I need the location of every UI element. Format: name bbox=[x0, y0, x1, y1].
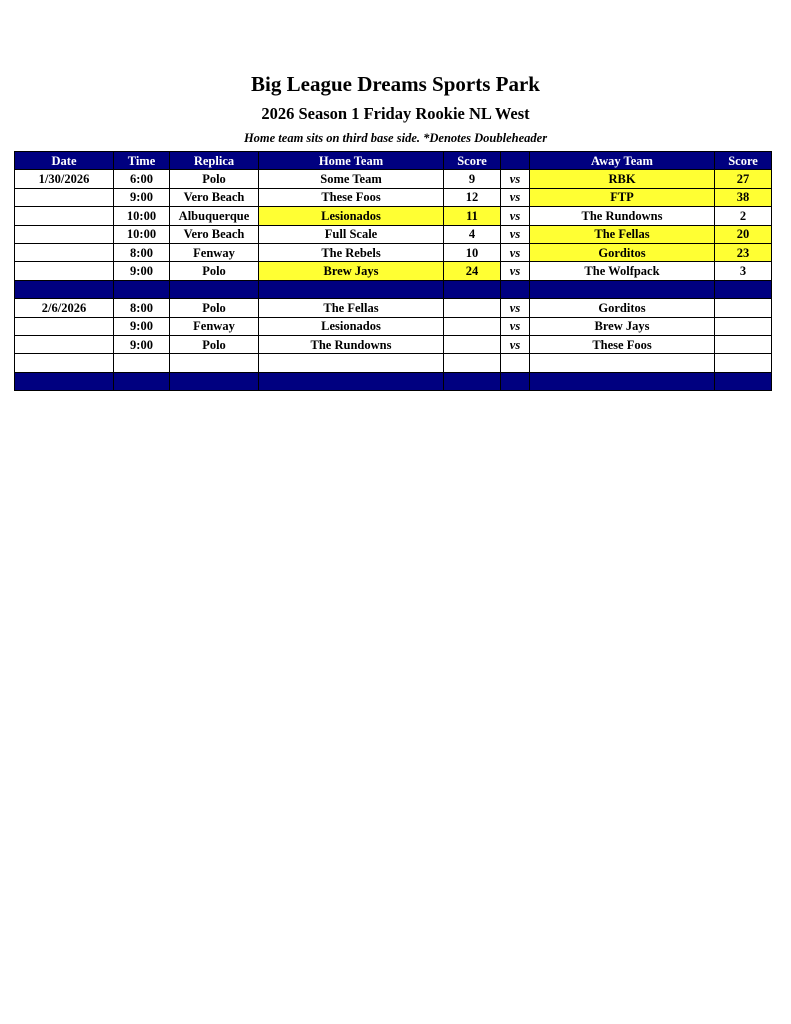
separator-cell bbox=[170, 280, 259, 298]
col-header-away-score: Score bbox=[715, 152, 772, 170]
cell-away-team: Brew Jays bbox=[530, 317, 715, 335]
col-header-home-team: Home Team bbox=[259, 152, 444, 170]
cell-time: 9:00 bbox=[114, 188, 170, 206]
cell-away-score: 2 bbox=[715, 207, 772, 225]
separator-cell bbox=[114, 372, 170, 390]
cell-away-team: The Rundowns bbox=[530, 207, 715, 225]
cell-away-score: 3 bbox=[715, 262, 772, 280]
cell-home-team: The Rebels bbox=[259, 243, 444, 261]
cell-home-score: 4 bbox=[444, 225, 501, 243]
col-header-away-team: Away Team bbox=[530, 152, 715, 170]
col-header-time: Time bbox=[114, 152, 170, 170]
cell-home-score bbox=[444, 299, 501, 317]
cell-date bbox=[15, 243, 114, 261]
cell-home-team: The Rundowns bbox=[259, 335, 444, 353]
header-row bbox=[15, 152, 772, 170]
cell-date: 2/6/2026 bbox=[15, 299, 114, 317]
empty-cell bbox=[530, 354, 715, 372]
empty-cell bbox=[170, 354, 259, 372]
cell-away-team: The Fellas bbox=[530, 225, 715, 243]
separator-cell bbox=[530, 280, 715, 298]
cell-home-score: 10 bbox=[444, 243, 501, 261]
cell-home-score: 24 bbox=[444, 262, 501, 280]
cell-time: 9:00 bbox=[114, 335, 170, 353]
cell-home-team: Lesionados bbox=[259, 317, 444, 335]
cell-date bbox=[15, 317, 114, 335]
empty-cell bbox=[715, 354, 772, 372]
week-separator-row bbox=[15, 372, 772, 390]
cell-vs: vs bbox=[501, 317, 530, 335]
cell-replica: Albuquerque bbox=[170, 207, 259, 225]
cell-date bbox=[15, 225, 114, 243]
cell-home-team: Brew Jays bbox=[259, 262, 444, 280]
cell-replica: Polo bbox=[170, 262, 259, 280]
schedule-note: Home team sits on third base side. *Denotes Doubleheader bbox=[243, 131, 548, 145]
cell-away-team: The Wolfpack bbox=[530, 262, 715, 280]
cell-away-team: Gorditos bbox=[530, 243, 715, 261]
separator-cell bbox=[170, 372, 259, 390]
cell-vs: vs bbox=[501, 262, 530, 280]
cell-home-score bbox=[444, 335, 501, 353]
cell-home-score: 9 bbox=[444, 170, 501, 188]
empty-cell bbox=[114, 354, 170, 372]
cell-time: 8:00 bbox=[114, 243, 170, 261]
cell-away-score: 20 bbox=[715, 225, 772, 243]
separator-cell bbox=[15, 372, 114, 390]
cell-date bbox=[15, 335, 114, 353]
cell-time: 10:00 bbox=[114, 225, 170, 243]
game-row bbox=[15, 170, 772, 188]
cell-time: 10:00 bbox=[114, 207, 170, 225]
game-row bbox=[15, 262, 772, 280]
cell-away-team: RBK bbox=[530, 170, 715, 188]
cell-away-score: 27 bbox=[715, 170, 772, 188]
week-separator-row bbox=[15, 280, 772, 298]
cell-vs: vs bbox=[501, 299, 530, 317]
cell-away-score bbox=[715, 317, 772, 335]
separator-cell bbox=[259, 280, 444, 298]
cell-home-team: These Foos bbox=[259, 188, 444, 206]
cell-replica: Polo bbox=[170, 170, 259, 188]
cell-home-score bbox=[444, 317, 501, 335]
cell-away-team: FTP bbox=[530, 188, 715, 206]
cell-date: 1/30/2026 bbox=[15, 170, 114, 188]
cell-replica: Polo bbox=[170, 335, 259, 353]
separator-cell bbox=[15, 280, 114, 298]
cell-home-score: 11 bbox=[444, 207, 501, 225]
schedule-table bbox=[14, 151, 772, 391]
cell-home-team: Full Scale bbox=[259, 225, 444, 243]
cell-time: 6:00 bbox=[114, 170, 170, 188]
col-header-date: Date bbox=[15, 152, 114, 170]
cell-replica: Polo bbox=[170, 299, 259, 317]
cell-time: 9:00 bbox=[114, 262, 170, 280]
cell-time: 9:00 bbox=[114, 317, 170, 335]
cell-home-team: Some Team bbox=[259, 170, 444, 188]
empty-cell bbox=[15, 354, 114, 372]
cell-vs: vs bbox=[501, 243, 530, 261]
separator-cell bbox=[715, 372, 772, 390]
empty-cell bbox=[259, 354, 444, 372]
cell-date bbox=[15, 207, 114, 225]
cell-time: 8:00 bbox=[114, 299, 170, 317]
page-title: Big League Dreams Sports Park bbox=[251, 72, 540, 96]
cell-home-score: 12 bbox=[444, 188, 501, 206]
cell-vs: vs bbox=[501, 188, 530, 206]
cell-vs: vs bbox=[501, 335, 530, 353]
cell-away-score bbox=[715, 335, 772, 353]
cell-replica: Vero Beach bbox=[170, 188, 259, 206]
game-row bbox=[15, 207, 772, 225]
game-row bbox=[15, 225, 772, 243]
cell-away-score: 38 bbox=[715, 188, 772, 206]
col-header-vs bbox=[501, 152, 530, 170]
game-row bbox=[15, 188, 772, 206]
cell-home-team: The Fellas bbox=[259, 299, 444, 317]
empty-row bbox=[15, 354, 772, 372]
cell-away-score bbox=[715, 299, 772, 317]
cell-vs: vs bbox=[501, 207, 530, 225]
col-header-home-score: Score bbox=[444, 152, 501, 170]
separator-cell bbox=[501, 280, 530, 298]
separator-cell bbox=[444, 280, 501, 298]
separator-cell bbox=[501, 372, 530, 390]
empty-cell bbox=[444, 354, 501, 372]
game-row bbox=[15, 243, 772, 261]
cell-home-team: Lesionados bbox=[259, 207, 444, 225]
game-row bbox=[15, 299, 772, 317]
cell-vs: vs bbox=[501, 170, 530, 188]
cell-away-team: These Foos bbox=[530, 335, 715, 353]
game-row bbox=[15, 317, 772, 335]
cell-replica: Fenway bbox=[170, 243, 259, 261]
cell-away-team: Gorditos bbox=[530, 299, 715, 317]
page-subtitle: 2026 Season 1 Friday Rookie NL West bbox=[261, 104, 530, 123]
cell-vs: vs bbox=[501, 225, 530, 243]
separator-cell bbox=[530, 372, 715, 390]
separator-cell bbox=[259, 372, 444, 390]
separator-cell bbox=[715, 280, 772, 298]
cell-date bbox=[15, 188, 114, 206]
cell-replica: Vero Beach bbox=[170, 225, 259, 243]
cell-date bbox=[15, 262, 114, 280]
empty-cell bbox=[501, 354, 530, 372]
col-header-replica: Replica bbox=[170, 152, 259, 170]
cell-away-score: 23 bbox=[715, 243, 772, 261]
separator-cell bbox=[444, 372, 501, 390]
game-row bbox=[15, 335, 772, 353]
cell-replica: Fenway bbox=[170, 317, 259, 335]
separator-cell bbox=[114, 280, 170, 298]
